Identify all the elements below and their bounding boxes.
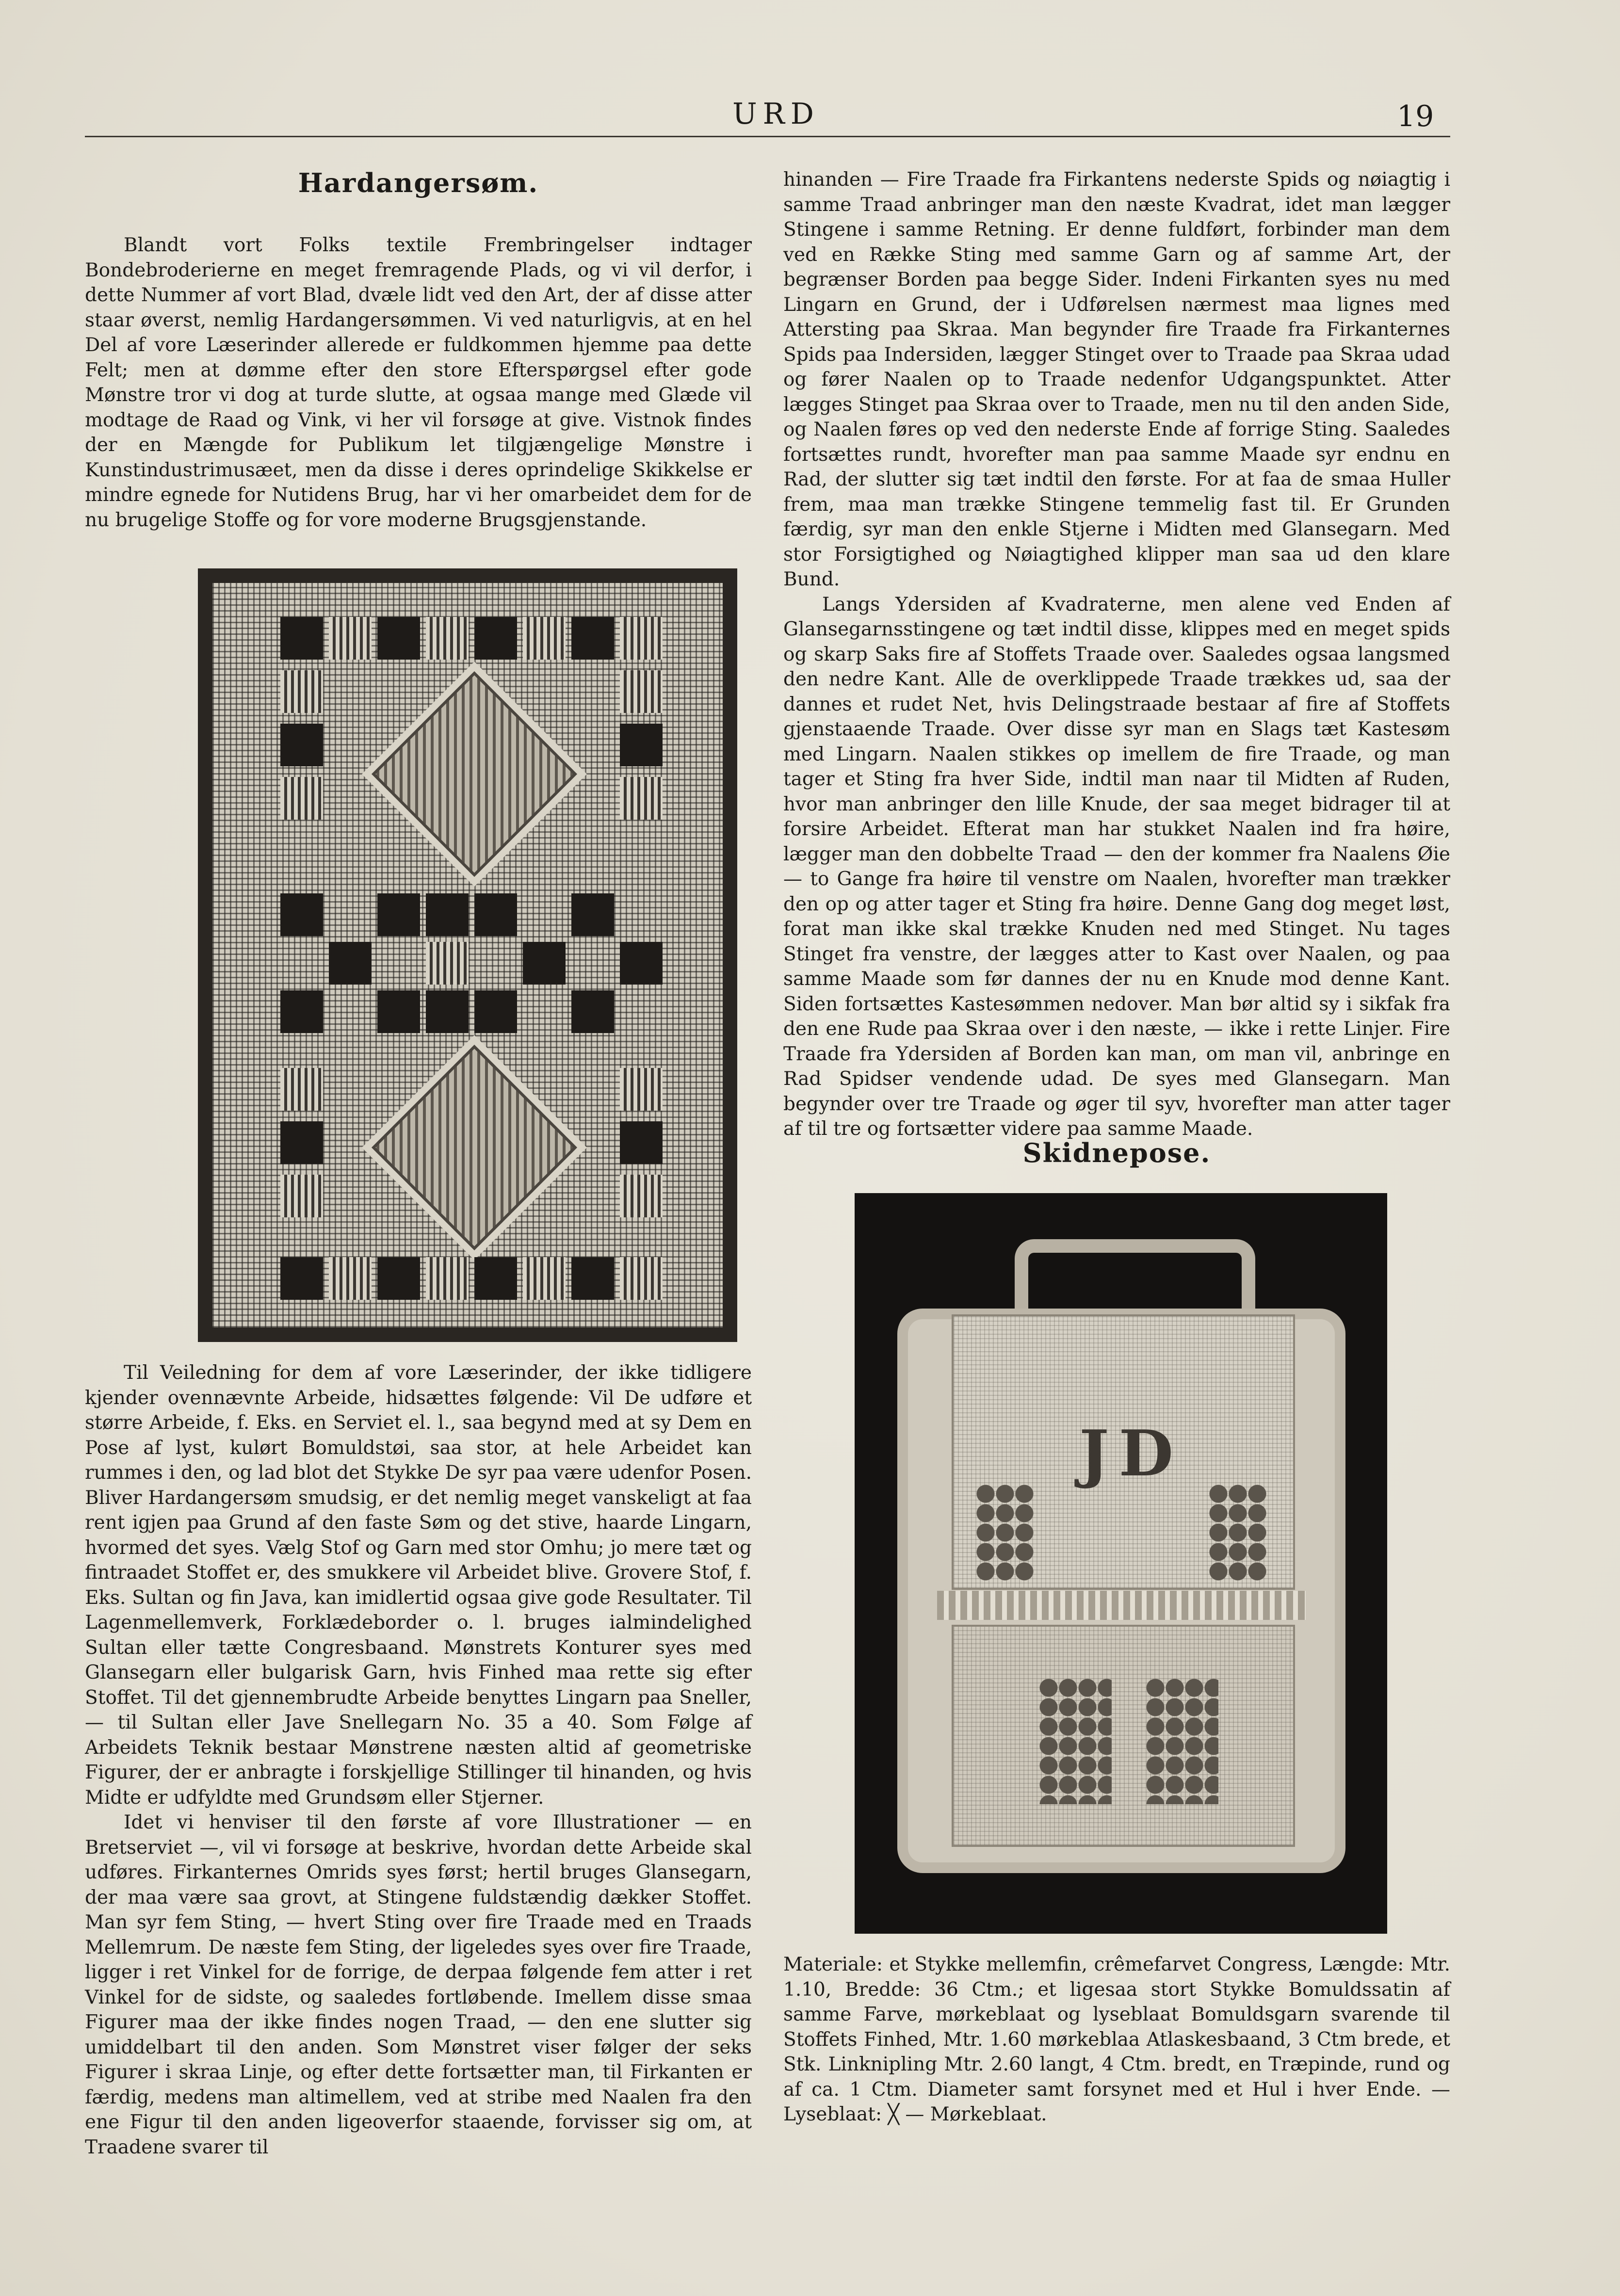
lower-diamond-motif (362, 1035, 587, 1260)
article-title-hardangersom: Hardangersøm. (298, 167, 539, 198)
hardanger-runner-illustration (198, 568, 737, 1342)
right-column-instructions (783, 167, 1450, 1142)
left-column-intro (85, 233, 752, 533)
materials-caption: Materiale: et Stykke mellemfin, crêmefarvet Congress, Længde: Mtr. 1.10, Bredde: 36 Ctm.; et ligesaa stort Stykke Bomuldssatin af samme Farve, mørkeblaat og lyseblaat Bomuldsgarn svarende til Stoffets Finhed, Mtr. 1.60 mørkeblaa Atlaskesbaand, 3 Ctm brede, et Stk. Linknipling Mtr. 2.60 langt, 4 Ctm. bredt, en Træpinde, rund og af ca. 1 Ctm. Diameter samt forsynet med et Hul i hver Ende. — Lyseblaat: ╳ — Mørkeblaat. (783, 1954, 1450, 2125)
paragraph: Langs Ydersiden af Kvadraterne, men alene ved Enden af Glansegarnsstingene og tæt indtil disse, klippes med en meget spids og skarp Saks fire af Stoffets Traade over. Saaledes ogsaa langsmed den nedre Kant. Alle de overklippede Traade trækkes ud, saa der dannes et rudet Net, hvis Delingstraade bestaar af fire af Stoffets gjenstaaende Traade. Over disse syr man en Slags tæt Kastesøm med Lingarn. Naalen stikkes op imellem de fire Traade, og man tager et Sting fra hver Side, indtil man naar til Midten af Ruden, hvor man anbringer den lille Knude, der saa meget bidrager til at forsire Arbeidet. Efterat man har stukket Naalen ind fra høire, lægger man den dobbelte Traad — den der kommer fra Naalens Øie — to Gange fra høire til venstre om Naalen, hvorefter man trækker den op og atter tager et Sting fra høire. Denne Gang dog meget løst, forat man ikke skal trække Knuden ned med Stinget. Nu tages Stinget fra venstre, der lægges atter to Kast over Naalen, og paa samme Maade som før dannes der nu en Knude mod denne Kant. Siden fortsættes Kastesømmen nedover. Man bør altid sy i sikfak fra den ene Rude paa Skraa over i den næste, — ikke i rette Linjer. Fire Traade fra Ydersiden af Borden kan man, om man vil, anbringe en Rad Spidser vendende udad. De syes med Glansegarn. Man begynder over tre Traade og øger til syv, hvorefter man atter tager af til tre og fortsætter videre paa samme Maade. (783, 593, 1450, 1140)
paragraph: Blandt vort Folks textile Frembringelser indtager Bondebroderierne en meget fremragende Plads, og vi vil derfor, i dette Nummer af vort Blad, dvæle lidt ved den Art, der af disse atter staar øverst, nemlig Hardangersømmen. Vi ved naturligvis, at en hel Del af vore Læserinder allerede er fuldkommen hjemme paa dette Felt; men at dømme efter den store Efterspørgsel efter gode Mønstre tror vi dog at turde slutte, at ogsaa mange med Glæde vil modtage de Raad og Vink, vi her vil forsøge at give. Vistnok findes der en Mængde for Publikum let tilgjængelige Mønstre i Kunstindustrimusæet, men da disse i deres oprindelige Skikkelse er mindre egnede for Nutidens Brug, har vi her omarbeidet dem for de nu brugelige Stoffe og for vore moderne Brugsgjenstande. (85, 234, 752, 531)
bag-pocket (952, 1625, 1295, 1847)
fabric-weave (212, 583, 723, 1327)
monogram: JD (1079, 1416, 1183, 1490)
left-column-instructions (85, 1360, 752, 2160)
corner-motif (976, 1484, 1034, 1581)
paragraph: Idet vi henviser til den første af vore Illustrationer — en Bretserviet —, vil vi forsøge at beskrive, hvordan dette Arbeide skal udføres. Firkanternes Omrids syes først; hertil bruges Glansegarn, der maa være saa grovt, at Stingene fuldstændig dækker Stoffet. Man syr fem Sting, — hvert Sting over fire Traade med en Traads Mellemrum. De næste fem Sting, der ligeledes syes over fire Traade, ligger i ret Vinkel for de forrige, de derpaa følgende fem atter i ret Vinkel for de sidste, og saaledes fortløbende. Imellem disse smaa Figurer maa der ikke findes nogen Traad, — den ene slutter sig umiddelbart til den anden. Som Mønstret viser følger der seks Figurer i skraa Linje, og efter dette fortsætter man, til Firkanten er færdig, medens man altimellem, ved at stribe med Naalen fra den ene Figur til den anden ligeoverfor staaende, forvisser sig om, at Traadene svarer til (85, 1811, 752, 2158)
running-title: URD (732, 97, 820, 131)
lace-band (937, 1591, 1306, 1620)
floral-motif (1039, 1678, 1112, 1804)
upper-diamond-motif (362, 662, 587, 887)
skidnepose-photo (855, 1193, 1387, 1934)
paragraph: hinanden — Fire Traade fra Firkantens nederste Spids og nøiagtig i samme Traad anbringer man den næste Kvadrat, idet man lægger Stingene i samme Retning. Er denne fuldført, forbinder man dem ved en Række Sting med samme Garn og af samme Art, der begrænser Borden paa begge Sider. Indeni Firkanten syes nu med Lingarn en Grund, der i Udførelsen nærmest maa lignes med Attersting paa Skraa. Man begynder fire Traade fra Firkanternes Spids paa Indersiden, lægger Stinget over to Traade paa Skraa udad og fører Naalen op to Traade nedenfor Udgangspunktet. Atter lægges Stinget paa Skraa over to Traade, men nu til den anden Side, og Naalen føres op ved den nederste Ende af forrige Sting. Saaledes fortsættes rundt, hvorefter man paa samme Maade syr endnu en Rad, der slutter sig tæt indtil den første. For at faa de smaa Huller frem, maa man trække Stingene temmelig fast til. Er Grunden færdig, syr man den enkle Stjerne i Midten med Glansegarn. Med stor Forsigtighed og Nøiagtighed klipper man saa ud den klare Bund. (783, 169, 1450, 590)
floral-motif (1146, 1678, 1218, 1804)
header-rule (85, 136, 1450, 137)
page-number: 19 (1397, 99, 1434, 133)
corner-motif (1209, 1484, 1267, 1581)
article-title-skidnepose: Skidnepose. (1022, 1137, 1211, 1168)
paragraph: Til Veiledning for dem af vore Læserinder, der ikke tidligere kjender ovennævnte Arbeide, hidsættes følgende: Vil De udføre et større Arbeide, f. Eks. en Serviet el. l., saa begynd med at sy Dem en Pose af lyst, kulørt Bomuldstøi, saa stor, at hele Arbeidet kan rummes i den, og lad blot det Stykke De syr paa være udenfor Posen. Bliver Hardangersøm smudsig, er det nemlig meget vanskeligt at faa rent igjen paa Grund af den faste Søm og det stive, haarde Lingarn, hvormed det syes. Vælg Stof og Garn med stor Omhu; jo mere tæt og fintraadet Stoffet er, des smukkere vil Arbeidet blive. Grovere Stof, f. Eks. Sultan og fin Java, kan imidlertid ogsaa give gode Resultater. Til Lagenmellemverk, Forklædeborder o. l. bruges ialmindelighed Sultan eller tætte Congresbaand. Mønstrets Konturer syes med Glansegarn eller bulgarisk Garn, hvis Finhed maa rette sig efter Stoffet. Til det gjennembrudte Arbeide benyttes Lingarn paa Sneller, — til Sultan eller Jave Snellegarn No. 35 a 40. Som Følge af Arbeidets Teknik bestaar Mønstrene næsten altid af geometriske Figurer, der er anbragte i forskjellige Stillinger til hinanden, og hvis Midte er udfyldte med Grundsøm eller Stjerner. (85, 1362, 752, 1809)
